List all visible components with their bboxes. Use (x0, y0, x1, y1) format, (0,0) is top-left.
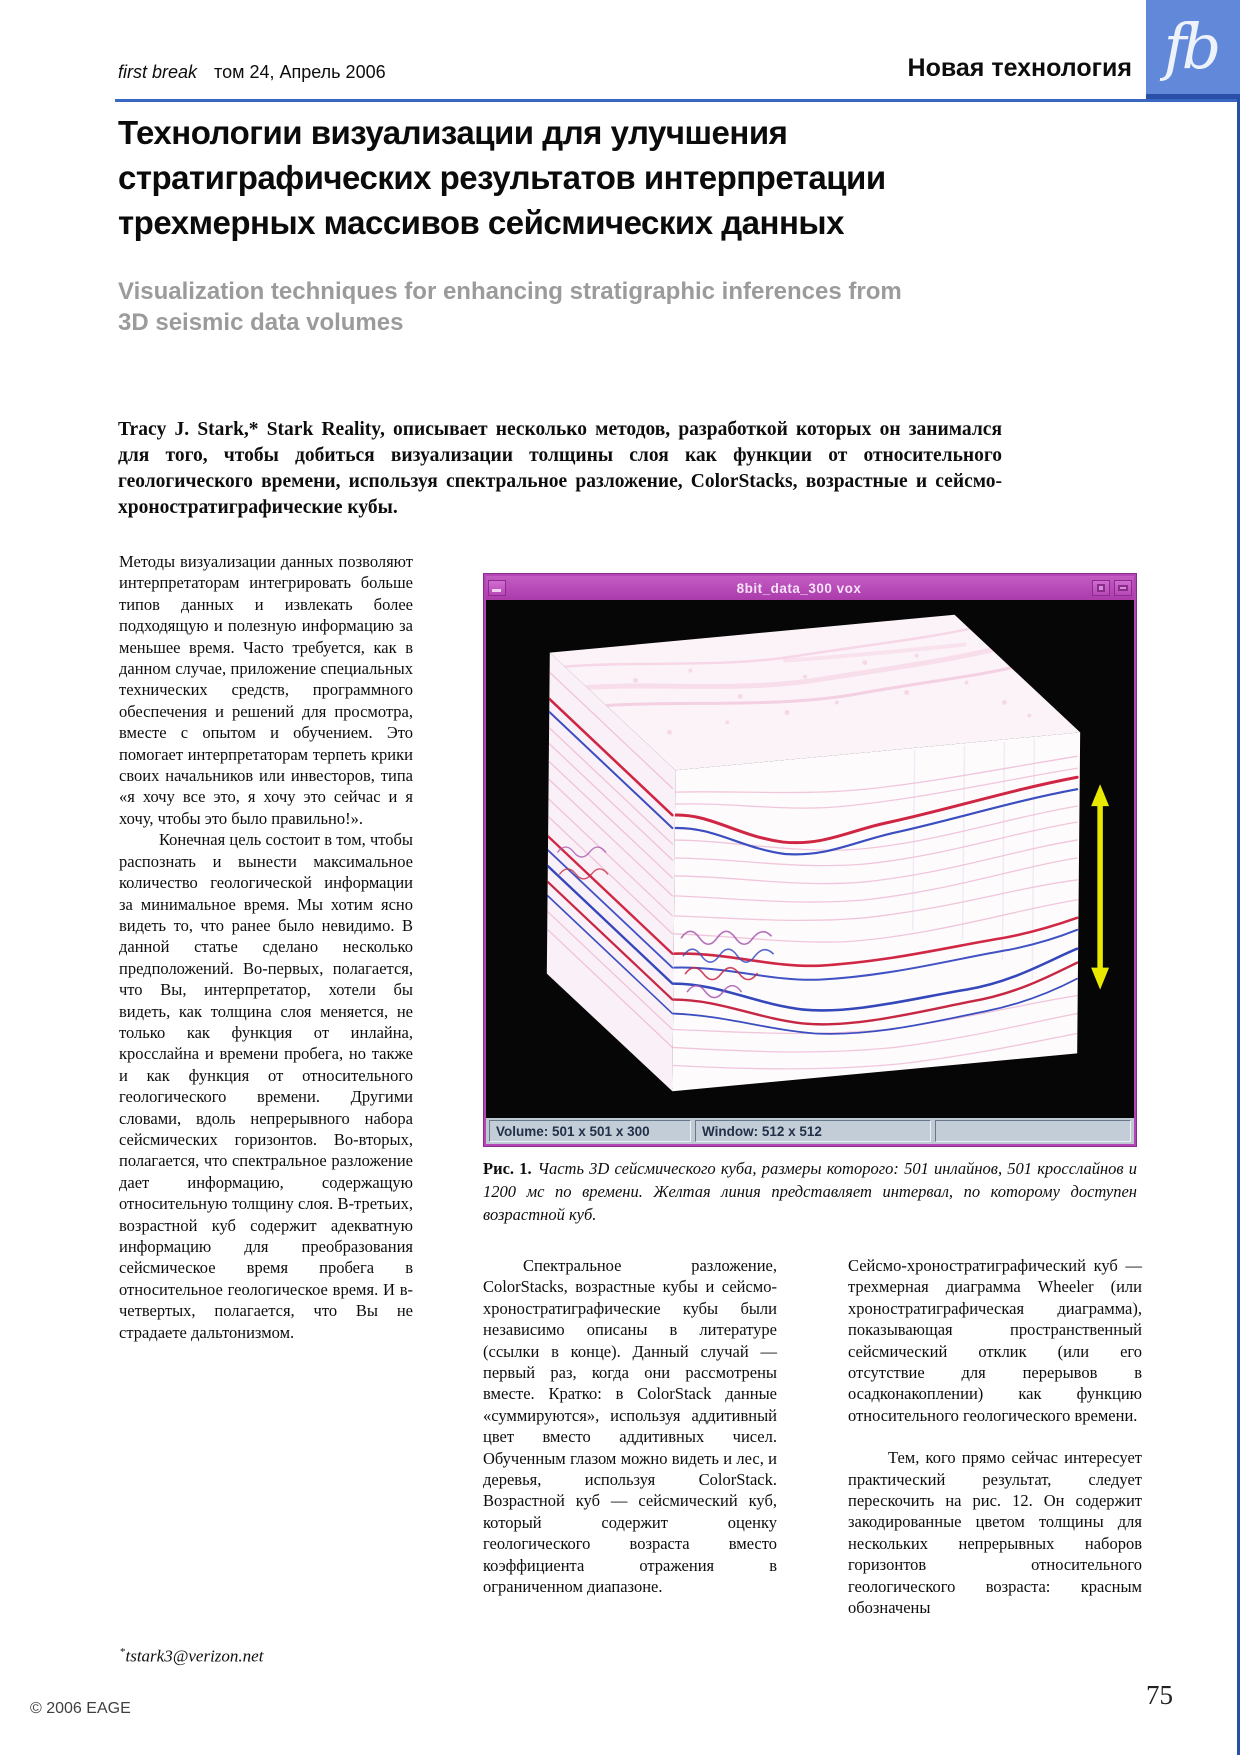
body-column-3 (848, 1255, 1142, 1619)
body-column-1 (119, 551, 413, 1343)
figure-caption (483, 1157, 1137, 1226)
paragraph: Методы визуализации данных позволяют интерпретаторам интегрировать больше типов данных и извлекать более подходящую и полезную информацию за меньшее время. Часто требуется, как в данном случае, приложение специальных технических средств, программного обеспечения и решений для просмотра, вместе с опытом и обучением. Это помогает интерпретаторам терпеть крики своих начальников или инвесторов, типа «я хочу все это, я хочу это сейчас и я хочу, чтобы это было правильно!». (119, 552, 413, 828)
journal-name: first break (118, 62, 198, 82)
footnote (120, 1646, 263, 1667)
age-interval-arrow (1091, 784, 1109, 989)
status-window: Window: 512 x 512 (695, 1120, 931, 1142)
paragraph: Конечная цель состоит в том, чтобы распознать и вынести максимальное количество геологической информации за минимальное время. Мы хотим ясно видеть то, что ранее было невидимо. В данной статье сделано несколько предположений. Во-первых, полагается, что Вы, интерпретатор, хотели бы видеть, как толщина слоя меняется, не только как функция от инлайна, кросслайна и времени пробега, но также и как функция от относительного геологического времени. Другими словами, вдоль непрерывного набора сейсмических горизонтов. Во-вторых, полагается, что спектральное разложение дает информацию, содержащую относительную толщину слоя. В-третьих, возрастной куб содержит адекватную информацию для преобразования сейсмическое время пробега в относительное геологическое время. И в-четвертых, полагается, что Вы не страдаете дальтонизмом. (119, 830, 413, 1342)
window-close-button (1114, 580, 1132, 596)
page-number: 75 (1146, 1680, 1173, 1710)
journal-issue: том 24, Апрель 2006 (214, 62, 386, 82)
figure-window (483, 573, 1137, 1147)
subtitle-line-1: Visualization techniques for enhancing stratigraphic inferences from (118, 278, 902, 305)
footnote-email: tstark3@verizon.net (125, 1646, 264, 1666)
section-title: Новая технология (907, 54, 1132, 82)
footnote-marker: * (120, 1646, 126, 1658)
seismic-cube-graphic (486, 600, 1134, 1118)
header-rule (115, 99, 1240, 102)
window-statusbar (486, 1118, 1134, 1144)
window-maximize-button (1092, 580, 1110, 596)
status-empty (935, 1120, 1131, 1142)
article-title-line-3: трехмерных массивов сейсмических данных (118, 204, 844, 241)
window-minimize-button (488, 580, 506, 596)
article-subtitle-en (118, 276, 1018, 338)
subtitle-line-2: 3D seismic data volumes (118, 309, 404, 336)
byline: Tracy J. Stark,* Stark Reality, описывает несколько методов, разработкой которых он занимался для того, чтобы добиться визуализации толщины слоя как функции от относительного геологического времени, используя спектральное разложение, ColorStacks, возрастные и сейсмо-хроностратиграфические кубы. (118, 419, 1002, 518)
article-title-line-1: Технологии визуализации для улучшения (118, 114, 788, 151)
journal-logo (1146, 0, 1240, 99)
window-title: 8bit_data_300 vox (736, 580, 862, 596)
window-titlebar (486, 576, 1134, 600)
seismic-canvas (486, 600, 1134, 1118)
article-title (118, 110, 1098, 245)
figure-caption-label: Рис. 1. (483, 1159, 532, 1178)
article-title-line-2: стратиграфических результатов интерпретации (118, 159, 886, 196)
paragraph: Спектральное разложение, ColorStacks, возрастные кубы и сейсмо-хроностратиграфические кубы были независимо описаны в литературе (ссылки в конце). Данный случай — первый раз, когда они рассмотрены вместе. Кратко: в ColorStack данные «суммируются», используя аддитивный цвет вместо аддитивных чисел. Обученным глазом можно видеть и лес, и деревья, используя ColorStack. Возрастной куб — сейсмический куб, который содержит оценку геологического возраста вместо коэффициента отражения в ограниченном диапазоне. (483, 1256, 777, 1597)
journal-header (118, 62, 386, 83)
status-volume: Volume: 501 x 501 x 300 (489, 1120, 691, 1142)
copyright: © 2006 EAGE (30, 1700, 131, 1717)
figure-caption-text: Часть 3D сейсмического куба, размеры которого: 501 инлайнов, 501 кросслайнов и 1200 мс по времени. Желтая линия представляет интервал, по которому доступен возрастной куб. (483, 1159, 1137, 1224)
fb-logo-icon: fb (1163, 10, 1217, 83)
body-column-2 (483, 1255, 777, 1598)
paragraph: Тем, кого прямо сейчас интересует практический результат, следует перескочить на рис. 12. Он содержит закодированные цветом толщины для нескольких непрерывных наборов горизонтов относительного геологического возраста: красным обозначены (848, 1448, 1142, 1618)
paragraph: Сейсмо-хроностратиграфический куб — трехмерная диаграмма Wheeler (или хроностратиграфическая диаграмма), показывающая пространственный сейсмический отклик (или его отсутствие для перерывов в осадконакоплении) как функцию относительного геологического времени. (848, 1256, 1142, 1425)
